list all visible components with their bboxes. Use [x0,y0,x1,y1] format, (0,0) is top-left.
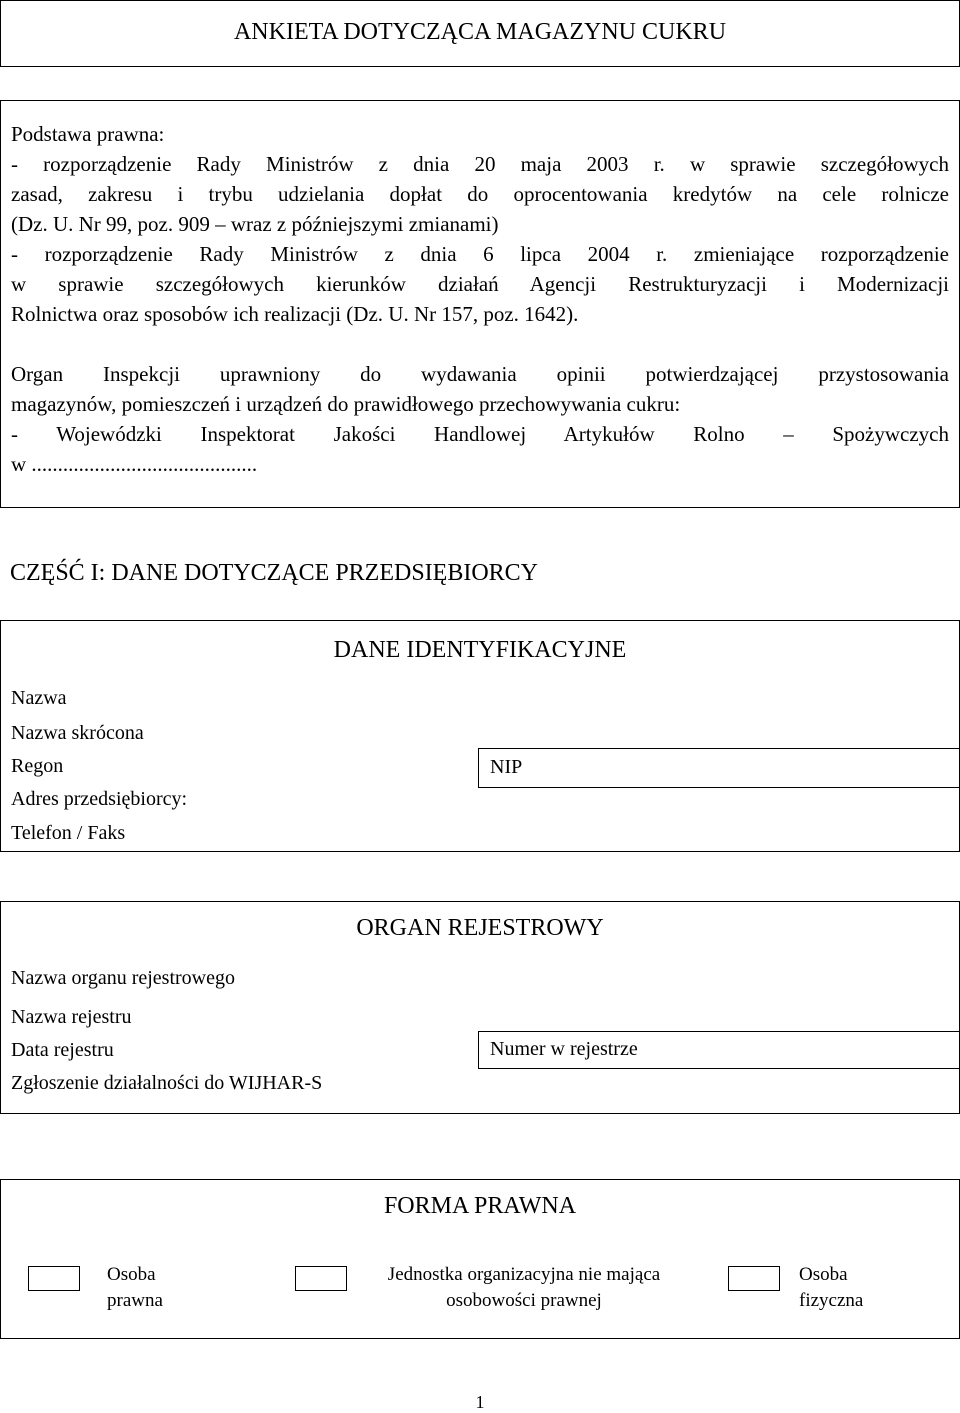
field-registry-name[interactable]: Nazwa rejestru [11,1006,132,1028]
option-legal-person [107,1262,163,1314]
option-organizational-unit [359,1262,689,1314]
organ-line: w ........................................... [11,452,258,476]
legal-basis-box [0,100,960,508]
option-label: Osoba [799,1264,848,1285]
legal-basis-heading: Podstawa prawna: [11,122,165,146]
legal-form-box [0,1179,960,1339]
registry-box [0,901,960,1114]
option-label: Jednostka organizacyjna nie mająca [387,1264,661,1285]
field-registry-organ[interactable]: Nazwa organu rejestrowego [11,967,235,989]
organ-line: Organ Inspekcji uprawniony do wydawania opinii potwierdzającej przystosowania [11,362,949,386]
option-label: Osoba [107,1264,156,1285]
title-box [0,0,960,67]
field-nip: NIP [490,756,523,778]
field-wijhar[interactable]: Zgłoszenie działalności do WIJHAR-S [11,1072,323,1094]
legal-line: zasad, zakresu i trybu udzielania dopłat do oprocentowania kredytów na cele rolnicze [11,182,949,206]
page-number: 1 [475,1392,485,1412]
field-registry-date[interactable]: Data rejestru [11,1039,114,1061]
field-phone-fax[interactable]: Telefon / Faks [11,822,126,844]
field-short-name[interactable]: Nazwa skrócona [11,722,144,744]
legal-line: - rozporządzenie Rady Ministrów z dnia 6 lipca 2004 r. zmieniające rozporządzenie [11,242,949,266]
legal-line: - rozporządzenie Rady Ministrów z dnia 20 maja 2003 r. w sprawie szczegółowych [11,152,949,176]
part1-heading: CZĘŚĆ I: DANE DOTYCZĄCE PRZEDSIĘBIORCY [10,560,539,586]
option-label: osobowości prawnej [446,1290,602,1311]
legal-form-title: FORMA PRAWNA [383,1193,577,1219]
nip-cell[interactable] [478,748,960,788]
identification-title: DANE IDENTYFIKACYJNE [333,637,627,663]
legal-line: w sprawie szczegółowych kierunków działań Agencji Restrukturyzacji i Modernizacji [11,272,949,296]
checkbox-legal-person[interactable] [28,1266,80,1291]
field-registry-number: Numer w rejestrze [490,1038,638,1060]
checkbox-organizational-unit[interactable] [295,1266,347,1291]
field-address[interactable]: Adres przedsiębiorcy: [11,788,188,810]
registry-title: ORGAN REJESTROWY [356,915,604,941]
document-title: ANKIETA DOTYCZĄCA MAGAZYNU CUKRU [233,19,727,45]
legal-line: Rolnictwa oraz sposobów ich realizacji (Dz. U. Nr 157, poz. 1642). [11,302,579,326]
option-label: prawna [107,1290,163,1311]
organ-line: magazynów, pomieszczeń i urządzeń do prawidłowego przechowywania cukru: [11,392,681,416]
registry-number-cell[interactable] [478,1031,960,1069]
identification-box [0,620,960,852]
legal-line: (Dz. U. Nr 99, poz. 909 – wraz z późniejszymi zmianami) [11,212,499,236]
field-regon[interactable]: Regon [11,755,64,777]
option-label: fizyczna [799,1290,864,1311]
option-natural-person [799,1262,863,1314]
checkbox-natural-person[interactable] [728,1266,780,1291]
field-name[interactable]: Nazwa [11,687,67,709]
organ-line: - Wojewódzki Inspektorat Jakości Handlowej Artykułów Rolno – Spożywczych [11,422,949,446]
